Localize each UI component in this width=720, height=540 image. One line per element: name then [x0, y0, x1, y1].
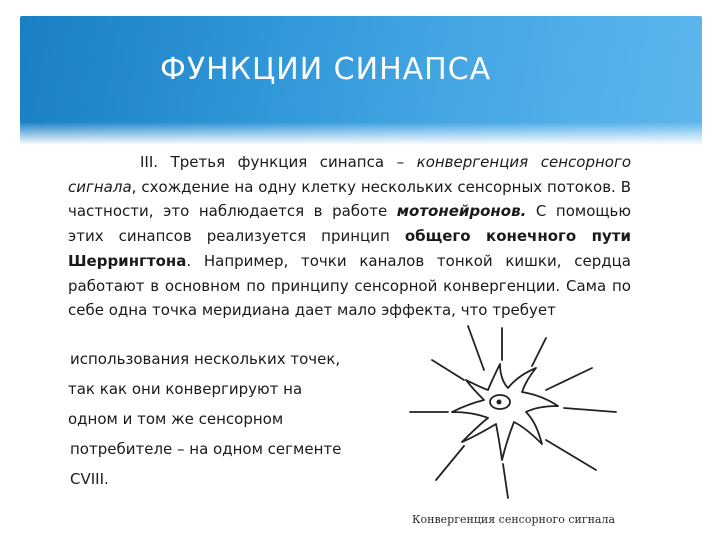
neuron-convergence-icon [396, 320, 636, 520]
figure-caption: Конвергенция сенсорного сигнала [412, 513, 616, 526]
body-emphasis-motoneurons: мотонейронов. [396, 202, 527, 221]
slide-title: ФУНКЦИИ СИНАПСА [160, 52, 492, 87]
body-emphasis-convergence: конвергенция сенсорного сигнала [68, 153, 632, 196]
body-emphasis-sherrington: общего конечного пути Шеррингтона [68, 227, 631, 270]
text-line: потребителе – на одном сегменте [70, 440, 342, 458]
body-text-run: С помощью этих синапсов реализуется принцип [68, 202, 631, 246]
text-line: одном и том же сенсорном [68, 410, 284, 428]
body-text-run: , схождение на одну клетку нескольких сенсорных потоков. В частности, это наблюдается в работе [68, 177, 631, 221]
continuation-text [68, 344, 398, 494]
text-line: CVIII. [70, 470, 109, 488]
text-line: использования нескольких точек, [70, 350, 341, 368]
text-line: так как они конвергируют на [68, 380, 303, 398]
body-paragraph [68, 150, 631, 323]
body-text-run: III. Третья функция синапса – [140, 153, 417, 171]
body-text-run: . Например, точки каналов тонкой кишки, сердца работают в основном по принципу сенсорной конвергенции. Сама по себе одна точка меридиана дает мало эффекта, что требует [68, 251, 631, 320]
